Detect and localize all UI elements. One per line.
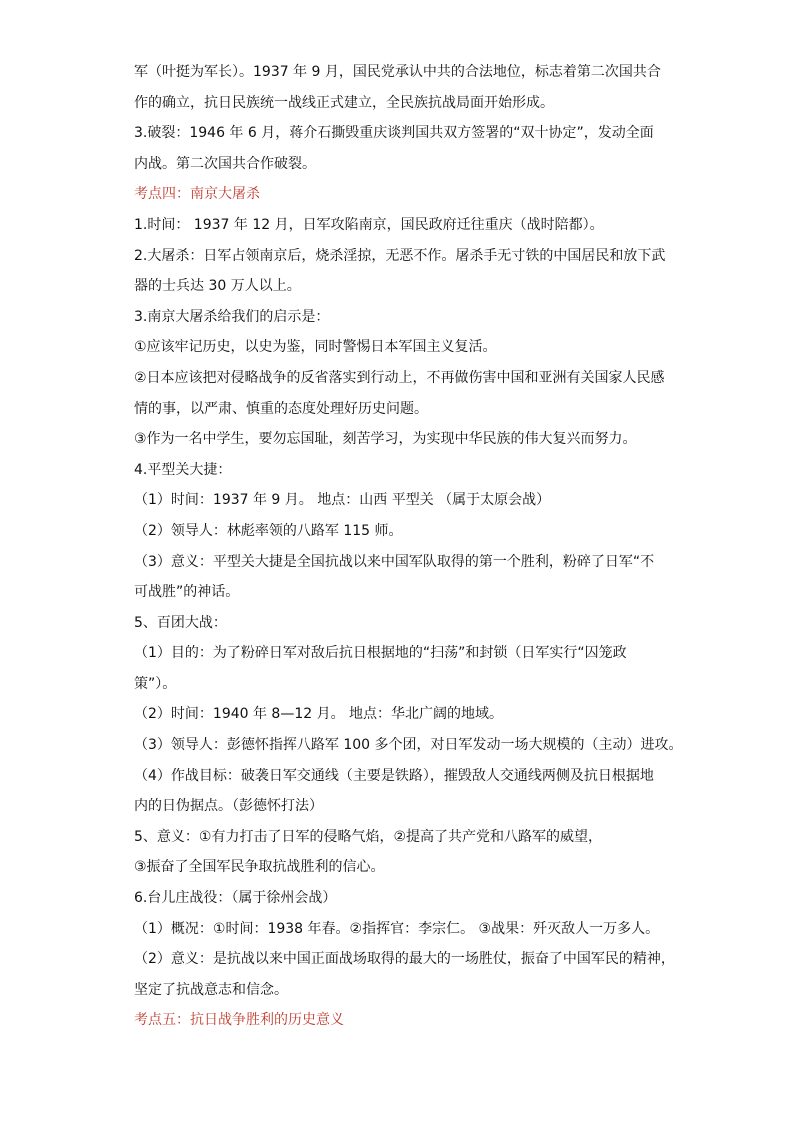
text-line: 坚定了抗战意志和信念。 xyxy=(134,981,288,998)
text-line: （2）时间：1940 年 8—12 月。 地点：华北广阔的地域。 xyxy=(134,706,504,723)
text-line: 军（叶挺为军长）。1937 年 9 月，国民党承认中共的合法地位，标志着第二次国共合 xyxy=(134,64,661,80)
text-line: 1.时间： 1937 年 12 月，日军攻陷南京，国民政府迁往重庆（战时陪都）。 xyxy=(134,216,604,233)
text-line: （3）领导人：彭德怀指挥八路军 100 多个团，对日军发动一场大规模的（主动）进攻。 xyxy=(134,737,683,754)
text-line: （2）意义：是抗战以来中国正面战场取得的最大的一场胜仗，振奋了中国军民的精神， xyxy=(134,951,675,968)
text-line: （1）概况：①时间：1938 年春。②指挥官：李宗仁。 ③战果：歼灭敌人一万多人。 xyxy=(134,920,660,937)
text-line: ②日本应该把对侵略战争的反省落实到行动上，不再做伤害中国和亚洲有关国家人民感 xyxy=(134,369,665,386)
section-heading: 考点四：南京大屠杀 xyxy=(134,186,260,203)
text-line: 策”）。 xyxy=(134,675,177,692)
text-line: 3.南京大屠杀给我们的启示是： xyxy=(134,308,330,325)
text-line: （3）意义：平型关大捷是全国抗战以来中国军队取得的第一个胜利，粉碎了日军“不 xyxy=(134,553,655,570)
document-body xyxy=(134,62,683,1041)
text-line: （1）时间：1937 年 9 月。 地点：山西 平型关 （属于太原会战） xyxy=(134,492,551,509)
text-line: 情的事，以严肃、慎重的态度处理好历史问题。 xyxy=(134,400,428,417)
text-line: 5、百团大战： xyxy=(134,614,227,631)
text-line: 6.台儿庄战役：（属于徐州会战） xyxy=(134,890,337,907)
text-line: 作的确立，抗日民族统一战线正式建立，全民族抗战局面开始形成。 xyxy=(134,94,554,111)
text-line: 器的士兵达 30 万人以上。 xyxy=(134,278,301,295)
text-line: 3.破裂：1946 年 6 月，蒋介石撕毁重庆谈判国共双方签署的“双十协定”，发动全面 xyxy=(134,125,654,142)
text-line: ①应该牢记历史，以史为鉴，同时警惕日本军国主义复活。 xyxy=(134,339,497,356)
text-line: （4）作战目标：破袭日军交通线（主要是铁路），摧毁敌人交通线两侧及抗日根据地 xyxy=(134,767,654,784)
text-line: 5、意义：①有力打击了日军的侵略气焰，②提高了共产党和八路军的威望， xyxy=(134,828,603,845)
text-line: ③作为一名中学生，要勿忘国耻，刻苦学习，为实现中华民族的伟大复兴而努力。 xyxy=(134,431,637,448)
text-line: 2.大屠杀：日军占领南京后，烧杀淫掠，无恶不作。屠杀手无寸铁的中国居民和放下武 xyxy=(134,247,666,264)
text-line: 4.平型关大捷： xyxy=(134,461,232,478)
text-line: （1）目的：为了粉碎日军对敌后抗日根据地的“扫荡”和封锁（日军实行“囚笼政 xyxy=(134,645,627,662)
section-heading: 考点五：抗日战争胜利的历史意义 xyxy=(134,1012,344,1029)
text-line: （2）领导人：林彪率领的八路军 115 师。 xyxy=(134,522,403,539)
text-line: 内的日伪据点。（彭德怀打法） xyxy=(134,798,323,815)
text-line: 内战。第二次国共合作破裂。 xyxy=(134,155,316,172)
text-line: ③振奋了全国军民争取抗战胜利的信心。 xyxy=(134,859,385,876)
text-line: 可战胜”的神话。 xyxy=(134,584,240,601)
